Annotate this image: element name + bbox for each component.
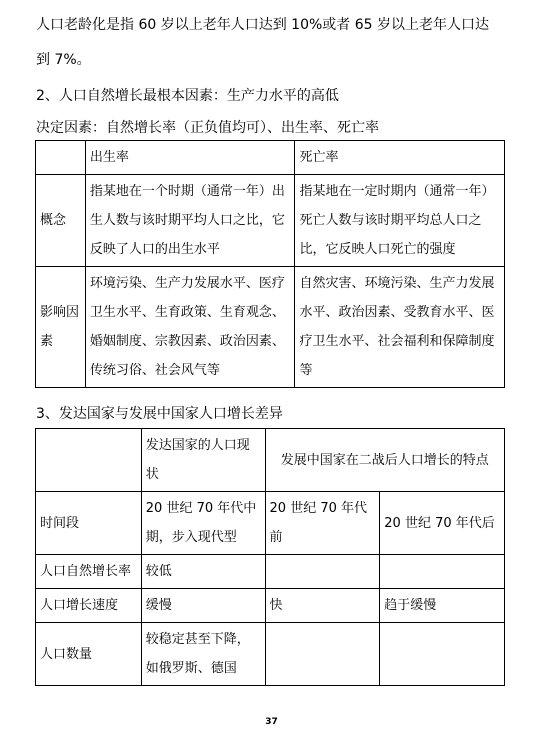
concept-death-cell: 指某地在一定时期内（通常一年）死亡人数与该时期平均总人口之比，它反映人口死亡的强度 — [295, 175, 505, 267]
country-comparison-table — [35, 428, 505, 686]
table-row — [36, 623, 505, 686]
table-row — [36, 589, 505, 623]
row-header-factors: 影响因素 — [36, 267, 86, 388]
table-cell — [380, 623, 505, 686]
table-row — [36, 175, 505, 267]
period-before-cell: 20 世纪 70 年代前 — [265, 492, 380, 555]
speed-before-cell: 快 — [265, 589, 380, 623]
factors-birth-cell: 环境污染、生产力发展水平、医疗卫生水平、生育政策、生育观念、婚姻制度、宗教因素、政治因素、传统习俗、社会风气等 — [85, 267, 295, 388]
table-cell — [36, 141, 86, 175]
period-after-cell: 20 世纪 70 年代后 — [380, 492, 505, 555]
paragraph-aging-definition-cont: 到 7%。 — [36, 52, 91, 68]
col-header-death-rate: 死亡率 — [295, 141, 505, 175]
table-row — [36, 492, 505, 555]
period-developed-cell: 20 世纪 70 年代中期，步入现代型 — [141, 492, 265, 555]
heading-natural-growth: 2、人口自然增长最根本因素：生产力水平的高低 — [36, 88, 339, 104]
rate-developed-cell: 较低 — [141, 555, 265, 589]
row-header-growth-rate: 人口自然增长率 — [36, 555, 142, 589]
table-row — [36, 141, 505, 175]
speed-after-cell: 趋于缓慢 — [380, 589, 505, 623]
row-header-period: 时间段 — [36, 492, 142, 555]
table-row — [36, 429, 505, 492]
table-cell — [265, 555, 380, 589]
birth-death-rate-table — [35, 140, 505, 388]
page-number: 37 — [265, 717, 278, 727]
table-row — [36, 555, 505, 589]
row-header-growth-speed: 人口增长速度 — [36, 589, 142, 623]
col-header-developing: 发展中国家在二战后人口增长的特点 — [265, 429, 504, 492]
table-cell — [36, 429, 142, 492]
table-cell — [380, 555, 505, 589]
col-header-birth-rate: 出生率 — [85, 141, 295, 175]
row-header-population: 人口数量 — [36, 623, 142, 686]
concept-birth-cell: 指某地在一个时期（通常一年）出生人数与该时期平均人口之比，它反映了人口的出生水平 — [85, 175, 295, 267]
table-cell — [265, 623, 380, 686]
count-developed-cell: 较稳定甚至下降，如俄罗斯、德国 — [141, 623, 265, 686]
paragraph-determinants: 决定因素：自然增长率（正负值均可）、出生率、死亡率 — [36, 120, 379, 136]
row-header-concept: 概念 — [36, 175, 86, 267]
table-row — [36, 267, 505, 388]
speed-developed-cell: 缓慢 — [141, 589, 265, 623]
heading-growth-differences: 3、发达国家与发展中国家人口增长差异 — [36, 406, 283, 422]
paragraph-aging-definition: 人口老龄化是指 60 岁以上老年人口达到 10%或者 65 岁以上老年人口达 — [36, 17, 489, 33]
col-header-developed: 发达国家的人口现状 — [141, 429, 265, 492]
factors-death-cell: 自然灾害、环境污染、生产力发展水平、政治因素、受教育水平、医疗卫生水平、社会福利和保障制度等 — [295, 267, 505, 388]
